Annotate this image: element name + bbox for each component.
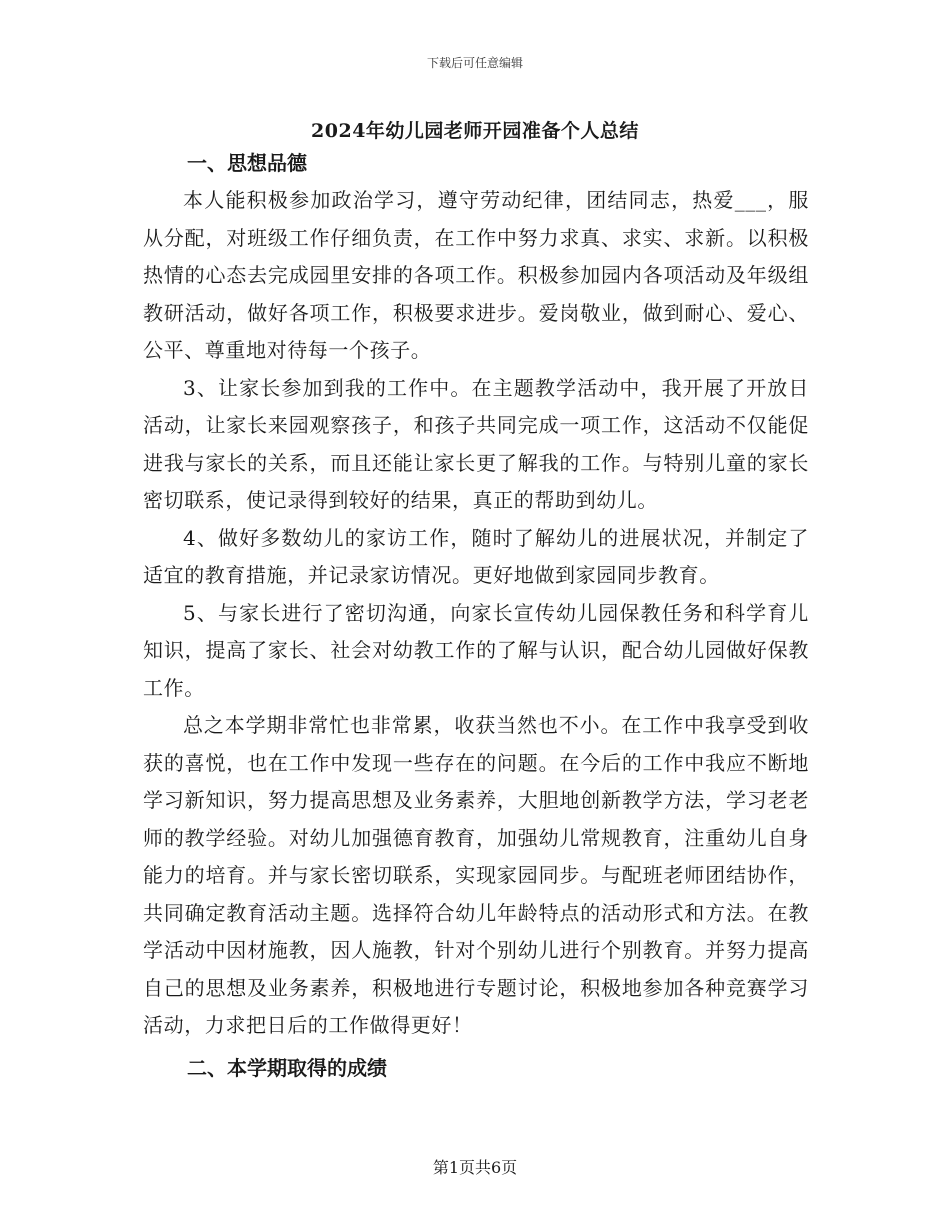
paragraph-summary: 总之本学期非常忙也非常累，收获当然也不小。在工作中我享受到收获的喜悦，也在工作中发现一些存在的问题。在今后的工作中我应不断地学习新知识，努力提高思想及业务素养，大胆地创新教学方法，学习老老师的教学经验。对幼儿加强德育教育，加强幼儿常规教育，注重幼儿自身能力的培育。并与家长密切联系，实现家园同步。与配班老师团结协作，共同确定教育活动主题。选择符合幼儿年龄特点的活动形式和方法。在教学活动中因材施教，因人施教，针对个别幼儿进行个别教育。并努力提高自己的思想及业务素养，积极地进行专题讨论，积极地参加各种竞赛学习活动，力求把日后的工作做得更好！ xyxy=(143,713,809,1037)
paragraph-item-5: 5、与家长进行了密切沟通，向家长宣传幼儿园保教任务和科学育儿知识，提高了家长、社会对幼教工作的了解与认识，配合幼儿园做好保教工作。 xyxy=(143,600,809,700)
section-heading-achievements: 二、本学期取得的成绩 xyxy=(187,1055,387,1080)
header-note: 下载后可任意编辑 xyxy=(426,56,523,70)
document-title: 2024年幼儿园老师开园准备个人总结 xyxy=(311,120,639,142)
section-heading-ideology: 一、思想品德 xyxy=(187,151,307,175)
paragraph-ideology: 本人能积极参加政治学习，遵守劳动纪律，团结同志，热爱___，服从分配，对班级工作仔细负责，在工作中努力求真、求实、求新。以积极热情的心态去完成园里安排的各项工作。积极参加园内各项活动及年级组教研活动，做好各项工作，积极要求进步。爱岗敬业，做到耐心、爱心、公平、尊重地对待每一个孩子。 xyxy=(143,188,809,362)
paragraph-item-3: 3、让家长参加到我的工作中。在主题教学活动中，我开展了开放日活动，让家长来园观察孩子，和孩子共同完成一项工作，这活动不仅能促进我与家长的关系，而且还能让家长更了解我的工作。与特别儿童的家长密切联系，使记录得到较好的结果，真正的帮助到幼儿。 xyxy=(143,375,809,512)
document-body xyxy=(143,144,809,1087)
paragraph-item-4: 4、做好多数幼儿的家访工作，随时了解幼儿的进展状况，并制定了适宜的教育措施，并记录家访情况。更好地做到家园同步教育。 xyxy=(143,525,809,587)
page-number: 第1页共6页 xyxy=(432,1158,518,1177)
